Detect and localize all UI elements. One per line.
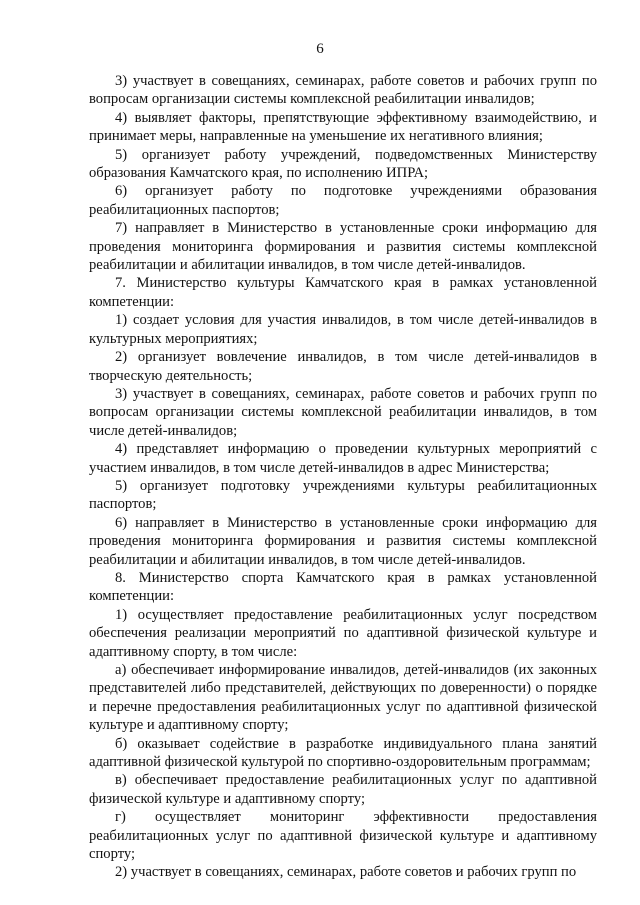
paragraph: 6) организует работу по подготовке учреждениями образования реабилитационных паспортов; [89,183,597,218]
paragraph: 5) организует работу учреждений, подведомственных Министерству образования Камчатского края, по исполнению ИПРА; [89,146,597,182]
paragraph: а) обеспечивает информирование инвалидов, детей-инвалидов (их законных представителей либо представителей, действующих по доверенности) о порядке и перечне предоставления реабилитационных услуг по адаптивной физической культуре и адаптивному спорту; [89,662,597,734]
paragraph: 2) организует вовлечение инвалидов, в том числе детей-инвалидов в творческую деятельность; [89,349,597,384]
paragraph: 2) участвует в совещаниях, семинарах, работе советов и рабочих групп по [115,864,577,881]
paragraph: 1) создает условия для участия инвалидов, в том числе детей-инвалидов в культурных мероприятиях; [89,312,597,347]
paragraph: б) оказывает содействие в разработке индивидуального плана занятий адаптивной физической культурой по спортивно-оздоровительным программам; [89,735,597,771]
paragraph: 4) выявляет факторы, препятствующие эффективному взаимодействию, и принимает меры, направленные на уменьшение их негативного влияния; [89,109,597,145]
section-heading-paragraph: 8. Министерство спорта Камчатского края в рамках установленной компетенции: [89,569,597,605]
document-body [89,72,597,882]
paragraph: 6) направляет в Министерство в установленные сроки информацию для проведения мониторинга формирования и развития системы комплексной реабилитации и абилитации инвалидов, в том числе детей-инвалидов. [89,514,597,568]
paragraph: 3) участвует в совещаниях, семинарах, работе советов и рабочих групп по вопросам организации системы комплексной реабилитации инвалидов, в том числе детей-инвалидов; [89,385,597,439]
paragraph: г) осуществляет мониторинг эффективности предоставления реабилитационных услуг по адаптивной физической культуре и адаптивному спорту; [89,809,597,863]
section-heading-paragraph: 7. Министерство культуры Камчатского края в рамках установленной компетенции: [89,275,597,310]
paragraph: 5) организует подготовку учреждениями культуры реабилитационных паспортов; [89,477,597,513]
paragraph: 1) осуществляет предоставление реабилитационных услуг посредством обеспечения реализации мероприятий по адаптивной физической культуре и адаптивному спорту, в том числе: [89,606,597,660]
paragraph: 7) направляет в Министерство в установленные сроки информацию для проведения мониторинга формирования и развития системы комплексной реабилитации и абилитации инвалидов, в том числе детей-инвалидов. [89,220,597,274]
paragraph: 3) участвует в совещаниях, семинарах, работе советов и рабочих групп по вопросам организации системы комплексной реабилитации инвалидов; [89,73,597,108]
paragraph: 4) представляет информацию о проведении культурных мероприятий с участием инвалидов, в том числе детей-инвалидов в адрес Министерства; [89,441,597,476]
page-number: 6 [316,41,324,57]
paragraph: в) обеспечивает предоставление реабилитационных услуг по адаптивной физической культуре и адаптивному спорту; [89,772,597,807]
